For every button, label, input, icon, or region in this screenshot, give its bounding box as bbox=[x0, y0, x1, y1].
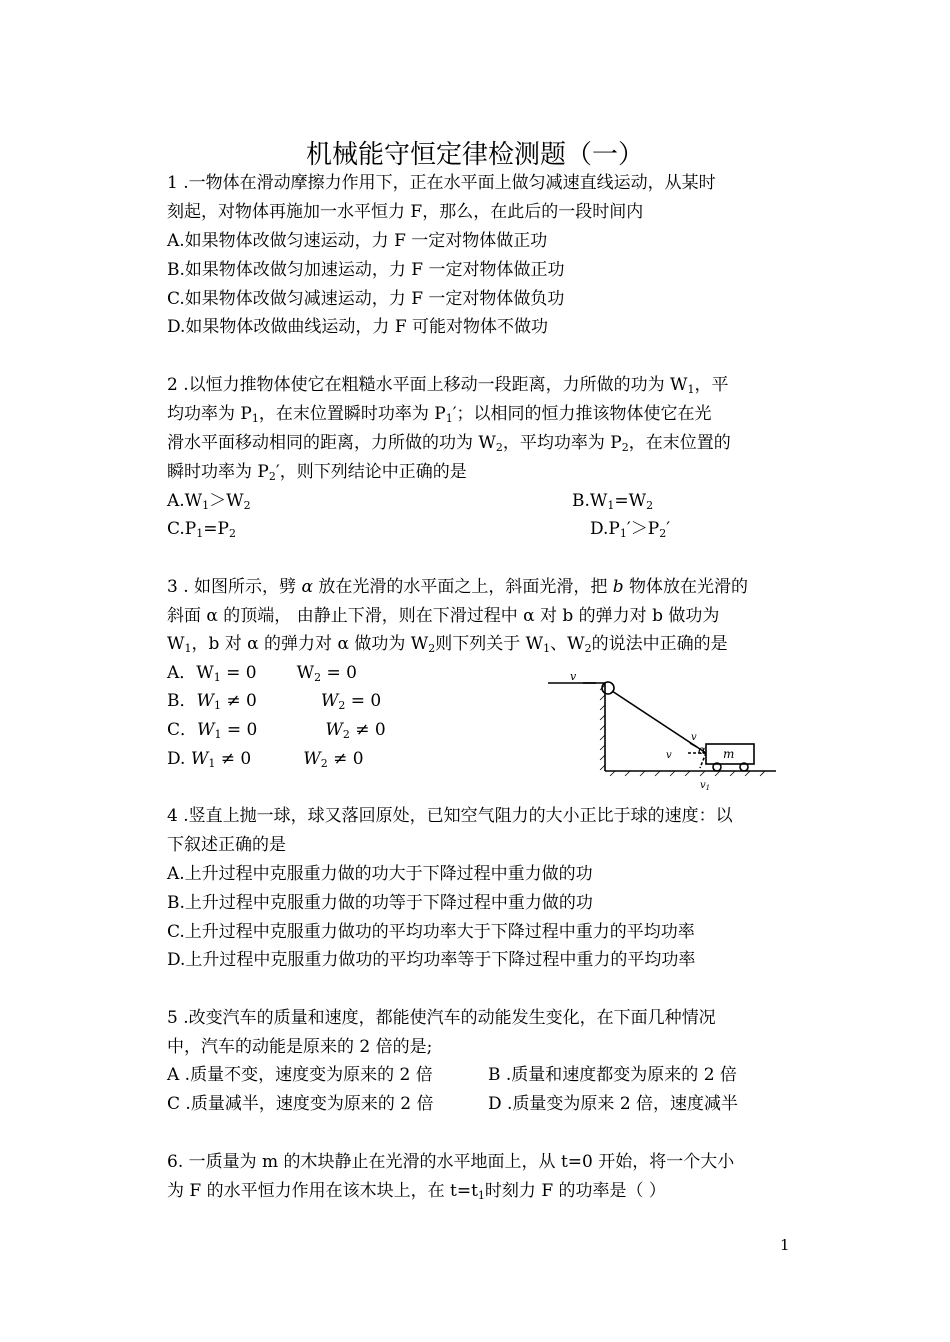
q1-stem-line-1: 1 .一物体在滑动摩擦力作用下，正在水平面上做匀减速直线运动，从某时 bbox=[167, 173, 716, 193]
q1-stem-line-2: 刻起，对物体再施加一水平恒力 F，那么，在此后的一段时间内 bbox=[167, 202, 644, 222]
page-title: 机械能守恒定律检测题（一） bbox=[305, 140, 644, 170]
q3-option-c: C．$W_1 = 0$ $W_2 \ne 0$ bbox=[167, 720, 386, 741]
q5-option-a: A .质量不变，速度变为原来的 2 倍 bbox=[167, 1065, 433, 1085]
label-v-top: v bbox=[570, 670, 577, 683]
label-alpha: α bbox=[698, 743, 707, 757]
q5-option-c: C .质量减半，速度变为原来的 2 倍 bbox=[167, 1094, 434, 1114]
q5-option-d: D .质量变为原来 2 倍，速度减半 bbox=[488, 1094, 739, 1114]
q1-option-d: D.如果物体改做曲线运动，力 F 可能对物体不做功 bbox=[167, 317, 549, 337]
q3-option-b: B．$W_1 \ne 0$ $W_2 = 0$ bbox=[167, 691, 382, 712]
q4-stem-line-1: 4 .竖直上抛一球，球又落回原处，已知空气阻力的大小正比于球的速度：以 bbox=[167, 806, 733, 826]
q1-option-c: C.如果物体改做匀减速运动，力 F 一定对物体做负功 bbox=[167, 289, 565, 309]
label-v1: $v_1$ bbox=[700, 780, 711, 792]
page-number: 1 bbox=[780, 1236, 790, 1254]
q4-option-b: B.上升过程中克服重力做的功等于下降过程中重力做的功 bbox=[167, 893, 593, 913]
q4-option-a: A.上升过程中克服重力做的功大于下降过程中重力做的功 bbox=[167, 864, 593, 884]
q3-option-a: A．$W_1 = 0$ $W_2 = 0$ bbox=[167, 663, 357, 684]
q6-stem-line-2: 为 F 的水平恒力作用在该木块上，在 $t=t_1$时刻力 F 的功率是（ ） bbox=[167, 1181, 666, 1202]
q5-stem-line-1: 5 .改变汽车的质量和速度，都能使汽车的动能发生变化，在下面几种情况 bbox=[167, 1008, 716, 1028]
q4-stem-line-2: 下叙述正确的是 bbox=[167, 835, 286, 855]
q4-option-c: C.上升过程中克服重力做功的平均功率大于下降过程中重力的平均功率 bbox=[167, 922, 695, 942]
q3-stem-line-2: 斜面 α 的顶端， 由静止下滑，则在下滑过程中 α 对 b 的弹力对 b 做功为 bbox=[167, 606, 720, 626]
q1-option-a: A.如果物体改做匀速运动，力 F 一定对物体做正功 bbox=[167, 231, 548, 251]
q5-stem-line-2: 中，汽车的动能是原来的 2 倍的是; bbox=[167, 1037, 433, 1057]
q3-option-d: D. $W_1 \ne 0$ $W_2 \ne 0$ bbox=[167, 749, 364, 770]
q3-figure-pulley-cart bbox=[548, 668, 778, 796]
v-along-rope-arrow bbox=[690, 743, 697, 747]
q6-stem-line-1: 6. 一质量为 m 的木块静止在光滑的水平地面上，从 t=0 开始，将一个大小 bbox=[167, 1152, 735, 1172]
q4-option-d: D.上升过程中克服重力做功的平均功率等于下降过程中重力的平均功率 bbox=[167, 950, 696, 970]
q2-stem-line-2: 均功率为 $P_1$，在末位置瞬时功率为 $P_1'$；以相同的恒力推该物体使它在光 bbox=[167, 404, 712, 425]
q2-option-b: $B.W_1=W_2$ bbox=[572, 491, 654, 512]
label-v-rope: v bbox=[691, 732, 697, 743]
q2-stem-line-1: 2 .以恒力推物体使它在粗糙水平面上移动一段距离，力所做的功为 $W_1$，平 bbox=[167, 375, 729, 396]
pulley bbox=[602, 682, 614, 694]
q2-stem-line-4: 瞬时功率为 $P_2'$，则下列结论中正确的是 bbox=[167, 462, 467, 483]
q3-stem-line-3: $W_1$，b 对 α 的弹力对 α 做功为 $W_2$则下列关于 $W_1$、$W_2$的说法中正确的是 bbox=[167, 634, 728, 655]
q3-stem-line-1: 3 . 如图所示，劈 α 放在光滑的水平面之上，斜面光滑，把 b 物体放在光滑的 bbox=[167, 577, 749, 597]
q2-option-c: $C.P_1=P_2$ bbox=[167, 519, 236, 540]
q5-option-b: B .质量和速度都变为原来的 2 倍 bbox=[488, 1065, 737, 1085]
q2-option-a: $A.W_1>W_2$ bbox=[167, 491, 251, 512]
q1-option-b: B.如果物体改做匀加速运动，力 F 一定对物体做正功 bbox=[167, 260, 565, 280]
label-m: m bbox=[723, 747, 735, 761]
q2-stem-line-3: 滑水平面移动相同的距离，力所做的功为 $W_2$，平均功率为 $P_2$，在末位置的 bbox=[167, 433, 731, 454]
label-v-horizontal: v bbox=[666, 750, 672, 761]
q2-option-d: $D.P_1'>P_2'$ bbox=[590, 519, 671, 540]
